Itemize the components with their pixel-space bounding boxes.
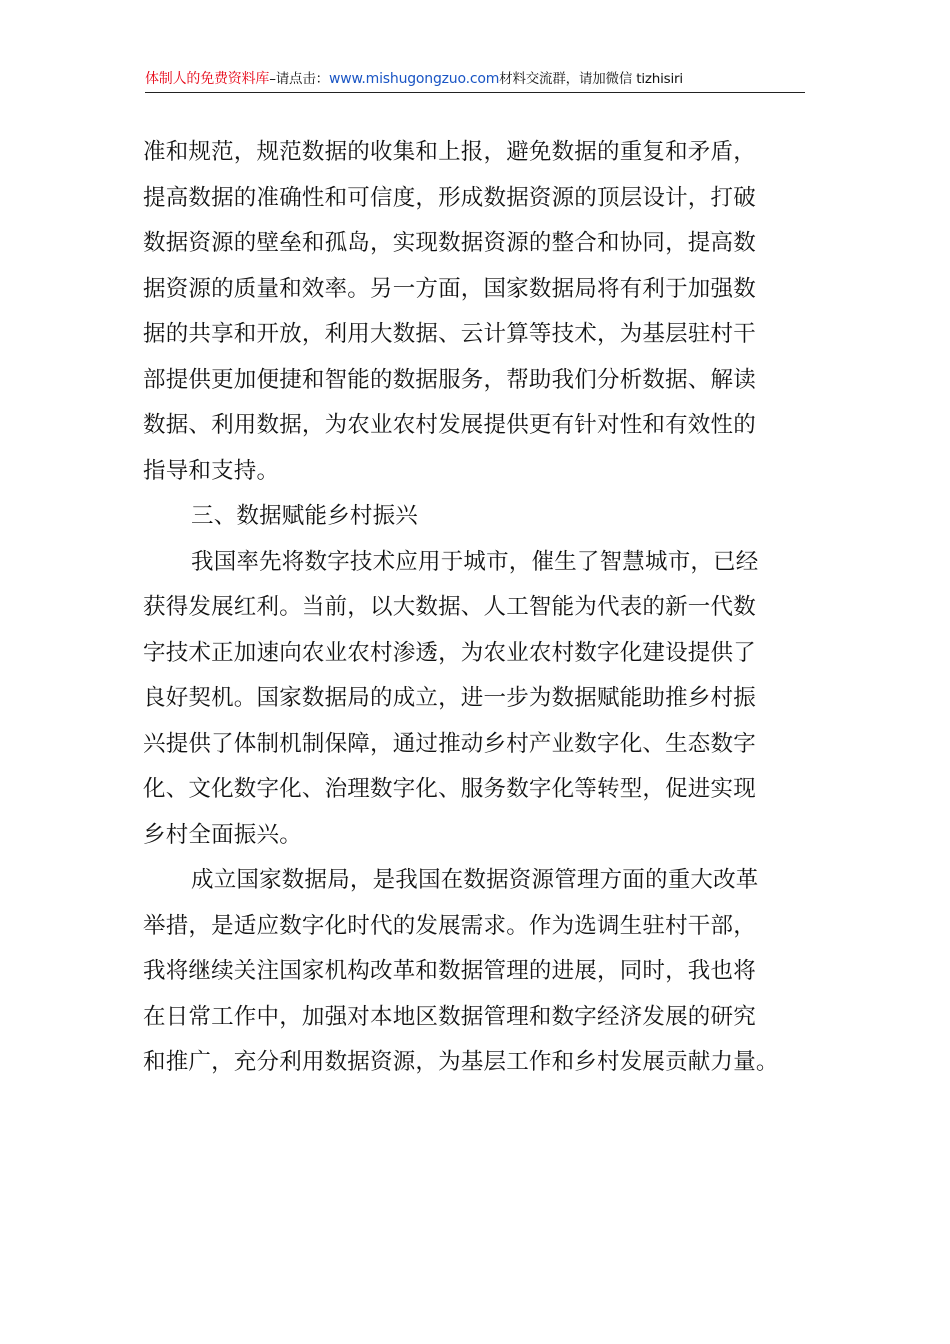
paragraph-line: 兴提供了体制机制保障，通过推动乡村产业数字化、生态数字: [143, 730, 756, 757]
paragraph-line: 乡村全面振兴。: [143, 821, 302, 848]
paragraph-line: 化、文化数字化、治理数字化、服务数字化等转型，促进实现: [143, 776, 756, 802]
paragraph-line: 提高数据的准确性和可信度，形成数据资源的顶层设计，打破: [143, 184, 756, 211]
paragraph-line: 我将继续关注国家机构改革和数据管理的进展，同时，我也将: [143, 958, 756, 984]
paragraph-line: 准和规范，规范数据的收集和上报，避免数据的重复和矛盾，: [143, 139, 756, 165]
paragraph-line: 我国率先将数字技术应用于城市，催生了智慧城市，已经: [191, 548, 759, 575]
paragraph-line: 在日常工作中，加强对本地区数据管理和数字经济发展的研究: [143, 1003, 756, 1030]
paragraph-line: 良好契机。国家数据局的成立，进一步为数据赋能助推乡村振: [143, 685, 756, 711]
header-contact-note: 材料交流群，请加微信 tizhisiri: [499, 71, 683, 87]
header-website-link[interactable]: www.mishugongzuo.com: [328, 71, 500, 87]
header-prompt: –请点击：: [269, 71, 329, 87]
page-header: [145, 68, 805, 93]
paragraph-line: 和推广，充分利用数据资源，为基层工作和乡村发展贡献力量。: [143, 1049, 779, 1075]
paragraph-line: 字技术正加速向农业农村渗透，为农业农村数字化建设提供了: [143, 639, 756, 666]
paragraph-line: 成立国家数据局，是我国在数据资源管理方面的重大改革: [191, 867, 759, 893]
paragraph-line: 获得发展红利。当前，以大数据、人工智能为代表的新一代数: [143, 594, 756, 620]
paragraph-line: 举措，是适应数字化时代的发展需求。作为选调生驻村干部，: [143, 912, 756, 939]
section-heading: 三、数据赋能乡村振兴: [191, 503, 419, 529]
paragraph-line: 数据资源的壁垒和孤岛，实现数据资源的整合和协同，提高数: [143, 230, 756, 256]
paragraph-line: 据资源的质量和效率。另一方面，国家数据局将有利于加强数: [143, 275, 756, 302]
paragraph-line: 数据、利用数据，为农业农村发展提供更有针对性和有效性的: [143, 412, 756, 438]
paragraph-line: 据的共享和开放，利用大数据、云计算等技术，为基层驻村干: [143, 321, 756, 347]
paragraph-line: 指导和支持。: [143, 457, 280, 484]
header-brand: 体制人的免费资料库: [145, 71, 270, 87]
document-body: [143, 130, 813, 1086]
paragraph-line: 部提供更加便捷和智能的数据服务，帮助我们分析数据、解读: [143, 366, 756, 393]
